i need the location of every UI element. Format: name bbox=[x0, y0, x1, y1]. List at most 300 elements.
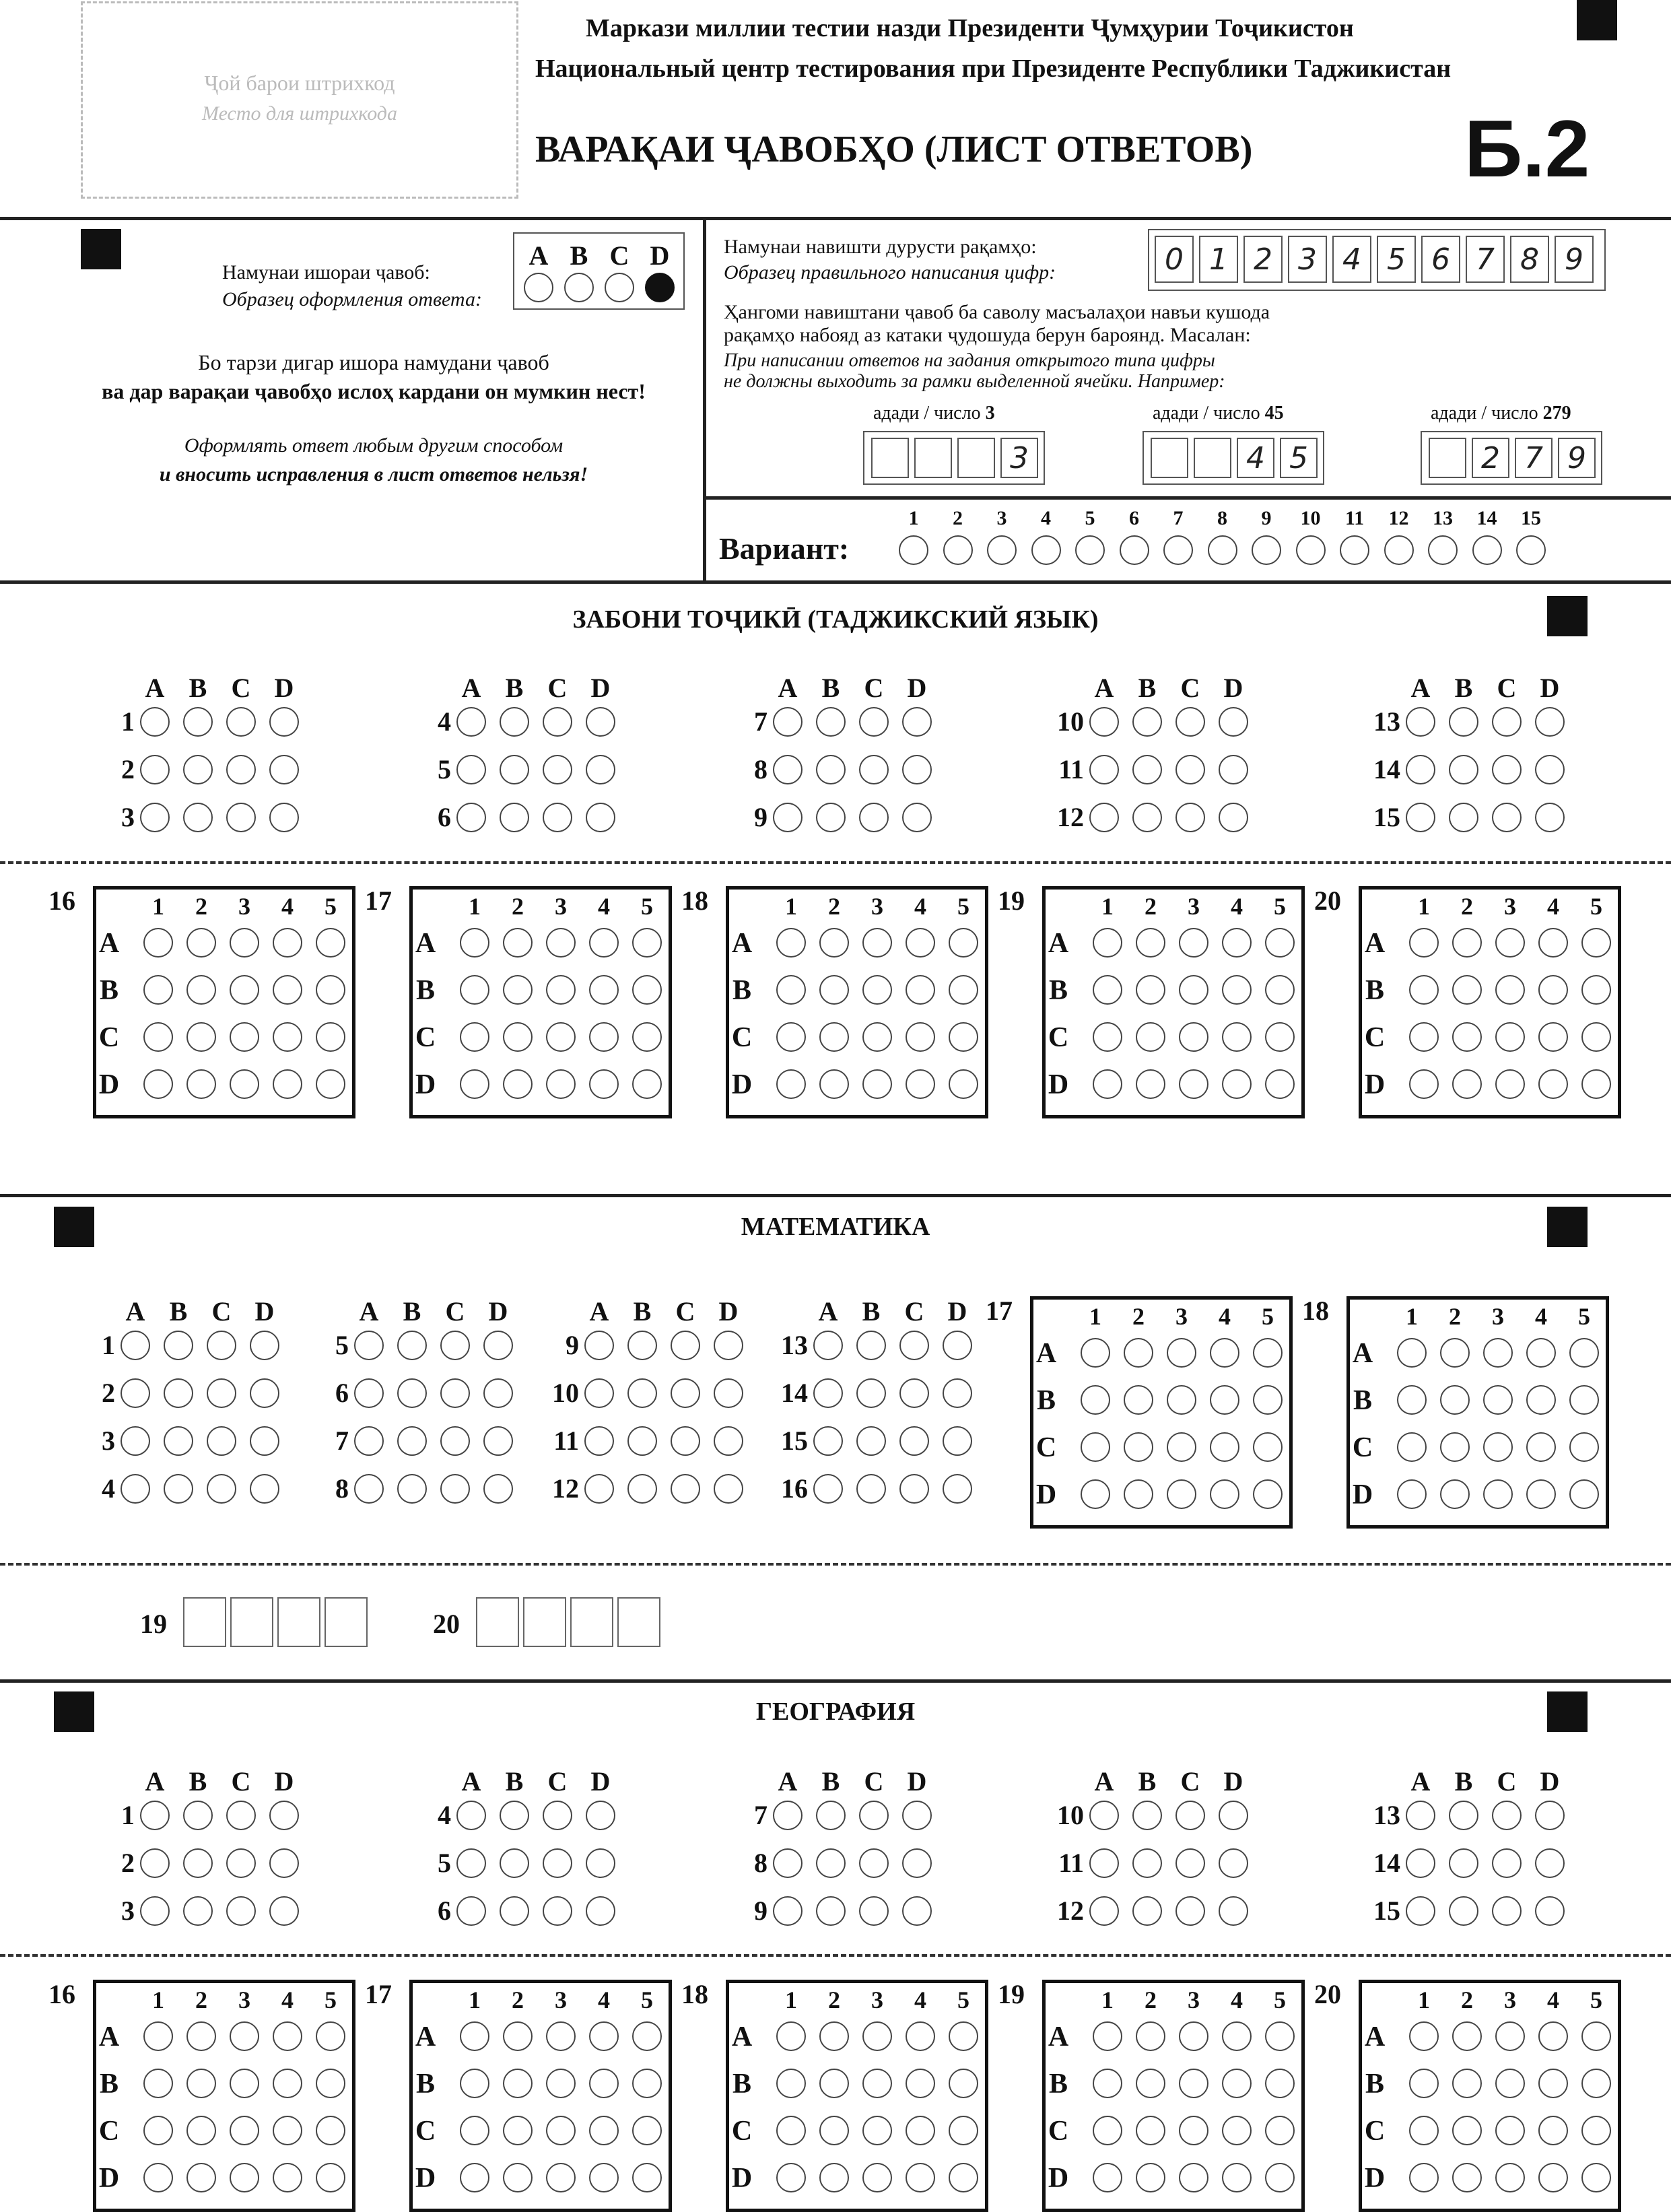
grid-bubble[interactable] bbox=[460, 1069, 489, 1099]
grid-bubble[interactable] bbox=[230, 2163, 259, 2192]
grid-bubble[interactable] bbox=[906, 975, 935, 1005]
grid-bubble[interactable] bbox=[230, 928, 259, 958]
grid-bubble[interactable] bbox=[1440, 1479, 1470, 1509]
grid-bubble[interactable] bbox=[1495, 2116, 1525, 2145]
answer-bubble[interactable] bbox=[1492, 803, 1522, 832]
grid-bubble[interactable] bbox=[949, 1069, 978, 1099]
grid-bubble[interactable] bbox=[186, 1022, 216, 1052]
grid-bubble[interactable] bbox=[776, 928, 806, 958]
answer-bubble[interactable] bbox=[1449, 755, 1478, 784]
answer-bubble[interactable] bbox=[773, 755, 803, 784]
grid-bubble[interactable] bbox=[1538, 2021, 1568, 2051]
answer-bubble[interactable] bbox=[440, 1378, 470, 1408]
grid-bubble[interactable] bbox=[503, 928, 533, 958]
grid-bubble[interactable] bbox=[546, 975, 576, 1005]
grid-bubble[interactable] bbox=[1440, 1385, 1470, 1415]
answer-bubble[interactable] bbox=[250, 1378, 279, 1408]
grid-bubble[interactable] bbox=[632, 1069, 662, 1099]
grid-bubble[interactable] bbox=[503, 2116, 533, 2145]
answer-bubble[interactable] bbox=[440, 1331, 470, 1360]
answer-bubble[interactable] bbox=[354, 1331, 384, 1360]
answer-bubble[interactable] bbox=[397, 1474, 427, 1504]
answer-bubble[interactable] bbox=[586, 1801, 615, 1830]
grid-bubble[interactable] bbox=[589, 2021, 619, 2051]
open-answer-cell[interactable] bbox=[325, 1597, 368, 1647]
variant-bubble[interactable] bbox=[1296, 535, 1326, 565]
answer-bubble[interactable] bbox=[1492, 1848, 1522, 1878]
grid-bubble[interactable] bbox=[1093, 1022, 1122, 1052]
grid-bubble[interactable] bbox=[949, 1022, 978, 1052]
answer-bubble[interactable] bbox=[1406, 1896, 1435, 1926]
grid-bubble[interactable] bbox=[186, 2163, 216, 2192]
grid-bubble[interactable] bbox=[230, 1069, 259, 1099]
grid-bubble[interactable] bbox=[1136, 2163, 1165, 2192]
grid-bubble[interactable] bbox=[1253, 1479, 1283, 1509]
answer-bubble[interactable] bbox=[164, 1331, 193, 1360]
answer-bubble[interactable] bbox=[140, 755, 170, 784]
grid-bubble[interactable] bbox=[1538, 975, 1568, 1005]
answer-bubble[interactable] bbox=[1406, 1848, 1435, 1878]
answer-bubble[interactable] bbox=[226, 1801, 256, 1830]
answer-bubble[interactable] bbox=[899, 1426, 929, 1456]
answer-bubble[interactable] bbox=[269, 1896, 299, 1926]
grid-bubble[interactable] bbox=[1581, 928, 1611, 958]
answer-bubble[interactable] bbox=[543, 1848, 572, 1878]
answer-bubble[interactable] bbox=[183, 1801, 213, 1830]
grid-bubble[interactable] bbox=[1222, 1069, 1252, 1099]
grid-bubble[interactable] bbox=[503, 975, 533, 1005]
variant-bubble[interactable] bbox=[1075, 535, 1105, 565]
grid-bubble[interactable] bbox=[1167, 1385, 1196, 1415]
answer-bubble[interactable] bbox=[1132, 707, 1162, 737]
answer-bubble[interactable] bbox=[899, 1474, 929, 1504]
answer-bubble[interactable] bbox=[816, 707, 846, 737]
grid-bubble[interactable] bbox=[546, 2021, 576, 2051]
answer-bubble[interactable] bbox=[1535, 755, 1565, 784]
answer-bubble[interactable] bbox=[627, 1426, 657, 1456]
grid-bubble[interactable] bbox=[1409, 2021, 1439, 2051]
answer-bubble[interactable] bbox=[183, 1896, 213, 1926]
variant-bubble[interactable] bbox=[1031, 535, 1061, 565]
answer-bubble[interactable] bbox=[816, 1848, 846, 1878]
answer-bubble[interactable] bbox=[943, 1426, 972, 1456]
grid-bubble[interactable] bbox=[143, 975, 173, 1005]
grid-bubble[interactable] bbox=[1265, 975, 1295, 1005]
grid-bubble[interactable] bbox=[230, 2021, 259, 2051]
answer-bubble[interactable] bbox=[586, 803, 615, 832]
grid-bubble[interactable] bbox=[1222, 928, 1252, 958]
grid-bubble[interactable] bbox=[1179, 2021, 1208, 2051]
answer-bubble[interactable] bbox=[816, 803, 846, 832]
grid-bubble[interactable] bbox=[1167, 1338, 1196, 1368]
grid-bubble[interactable] bbox=[1409, 2069, 1439, 2098]
grid-bubble[interactable] bbox=[1136, 1022, 1165, 1052]
answer-bubble[interactable] bbox=[813, 1426, 843, 1456]
grid-bubble[interactable] bbox=[316, 1022, 345, 1052]
answer-bubble[interactable] bbox=[584, 1331, 614, 1360]
grid-bubble[interactable] bbox=[273, 1022, 302, 1052]
answer-bubble[interactable] bbox=[1089, 707, 1119, 737]
grid-bubble[interactable] bbox=[1124, 1338, 1153, 1368]
answer-bubble[interactable] bbox=[397, 1331, 427, 1360]
answer-bubble[interactable] bbox=[1406, 1801, 1435, 1830]
grid-bubble[interactable] bbox=[1452, 2163, 1482, 2192]
answer-bubble[interactable] bbox=[226, 755, 256, 784]
answer-bubble[interactable] bbox=[1132, 1801, 1162, 1830]
grid-bubble[interactable] bbox=[949, 975, 978, 1005]
grid-bubble[interactable] bbox=[589, 2163, 619, 2192]
grid-bubble[interactable] bbox=[1538, 928, 1568, 958]
grid-bubble[interactable] bbox=[273, 1069, 302, 1099]
answer-bubble[interactable] bbox=[943, 1378, 972, 1408]
grid-bubble[interactable] bbox=[316, 928, 345, 958]
grid-bubble[interactable] bbox=[1526, 1385, 1556, 1415]
answer-bubble[interactable] bbox=[859, 707, 889, 737]
answer-bubble[interactable] bbox=[1089, 1848, 1119, 1878]
grid-bubble[interactable] bbox=[819, 2163, 849, 2192]
answer-bubble[interactable] bbox=[226, 803, 256, 832]
grid-bubble[interactable] bbox=[186, 928, 216, 958]
answer-bubble[interactable] bbox=[943, 1331, 972, 1360]
grid-bubble[interactable] bbox=[1222, 2021, 1252, 2051]
grid-bubble[interactable] bbox=[1495, 2163, 1525, 2192]
answer-bubble[interactable] bbox=[627, 1331, 657, 1360]
grid-bubble[interactable] bbox=[1081, 1479, 1110, 1509]
grid-bubble[interactable] bbox=[862, 2021, 892, 2051]
grid-bubble[interactable] bbox=[1409, 1069, 1439, 1099]
grid-bubble[interactable] bbox=[1483, 1338, 1513, 1368]
variant-bubble[interactable] bbox=[1472, 535, 1502, 565]
answer-bubble[interactable] bbox=[856, 1474, 886, 1504]
answer-bubble[interactable] bbox=[1406, 707, 1435, 737]
grid-bubble[interactable] bbox=[1495, 975, 1525, 1005]
answer-bubble[interactable] bbox=[671, 1474, 700, 1504]
answer-bubble[interactable] bbox=[671, 1378, 700, 1408]
grid-bubble[interactable] bbox=[186, 975, 216, 1005]
answer-bubble[interactable] bbox=[183, 803, 213, 832]
grid-bubble[interactable] bbox=[949, 928, 978, 958]
grid-bubble[interactable] bbox=[1081, 1338, 1110, 1368]
answer-bubble[interactable] bbox=[1219, 803, 1248, 832]
answer-bubble[interactable] bbox=[813, 1378, 843, 1408]
grid-bubble[interactable] bbox=[230, 2116, 259, 2145]
answer-bubble[interactable] bbox=[483, 1378, 513, 1408]
answer-bubble[interactable] bbox=[773, 1801, 803, 1830]
grid-bubble[interactable] bbox=[1483, 1432, 1513, 1462]
grid-bubble[interactable] bbox=[1397, 1385, 1427, 1415]
grid-bubble[interactable] bbox=[1179, 2116, 1208, 2145]
answer-bubble[interactable] bbox=[1449, 1848, 1478, 1878]
grid-bubble[interactable] bbox=[186, 1069, 216, 1099]
grid-bubble[interactable] bbox=[1397, 1479, 1427, 1509]
answer-bubble[interactable] bbox=[1132, 803, 1162, 832]
grid-bubble[interactable] bbox=[949, 2021, 978, 2051]
grid-bubble[interactable] bbox=[1495, 1069, 1525, 1099]
answer-bubble[interactable] bbox=[1175, 1896, 1205, 1926]
grid-bubble[interactable] bbox=[1179, 928, 1208, 958]
open-answer-cell[interactable] bbox=[476, 1597, 519, 1647]
grid-bubble[interactable] bbox=[1581, 1069, 1611, 1099]
answer-bubble[interactable] bbox=[140, 803, 170, 832]
grid-bubble[interactable] bbox=[1409, 1022, 1439, 1052]
grid-bubble[interactable] bbox=[632, 2116, 662, 2145]
answer-bubble[interactable] bbox=[250, 1331, 279, 1360]
grid-bubble[interactable] bbox=[460, 2163, 489, 2192]
grid-bubble[interactable] bbox=[1265, 2116, 1295, 2145]
variant-bubble[interactable] bbox=[1120, 535, 1149, 565]
answer-bubble[interactable] bbox=[899, 1378, 929, 1408]
grid-bubble[interactable] bbox=[1397, 1432, 1427, 1462]
grid-bubble[interactable] bbox=[1581, 2163, 1611, 2192]
answer-bubble[interactable] bbox=[500, 1801, 529, 1830]
grid-bubble[interactable] bbox=[1265, 2163, 1295, 2192]
grid-bubble[interactable] bbox=[1409, 928, 1439, 958]
grid-bubble[interactable] bbox=[906, 2021, 935, 2051]
variant-bubble[interactable] bbox=[1384, 535, 1414, 565]
grid-bubble[interactable] bbox=[862, 975, 892, 1005]
grid-bubble[interactable] bbox=[546, 2069, 576, 2098]
answer-bubble[interactable] bbox=[183, 755, 213, 784]
grid-bubble[interactable] bbox=[1440, 1338, 1470, 1368]
grid-bubble[interactable] bbox=[503, 1022, 533, 1052]
grid-bubble[interactable] bbox=[503, 2069, 533, 2098]
grid-bubble[interactable] bbox=[1167, 1432, 1196, 1462]
grid-bubble[interactable] bbox=[143, 2163, 173, 2192]
grid-bubble[interactable] bbox=[1452, 1022, 1482, 1052]
answer-bubble[interactable] bbox=[1175, 1848, 1205, 1878]
grid-bubble[interactable] bbox=[906, 2163, 935, 2192]
grid-bubble[interactable] bbox=[1581, 975, 1611, 1005]
answer-bubble[interactable] bbox=[859, 1848, 889, 1878]
grid-bubble[interactable] bbox=[1124, 1432, 1153, 1462]
grid-bubble[interactable] bbox=[776, 1022, 806, 1052]
grid-bubble[interactable] bbox=[316, 1069, 345, 1099]
answer-bubble[interactable] bbox=[140, 707, 170, 737]
answer-bubble[interactable] bbox=[250, 1474, 279, 1504]
answer-bubble[interactable] bbox=[1132, 755, 1162, 784]
grid-bubble[interactable] bbox=[589, 1022, 619, 1052]
answer-bubble[interactable] bbox=[1492, 1801, 1522, 1830]
grid-bubble[interactable] bbox=[1265, 2069, 1295, 2098]
grid-bubble[interactable] bbox=[273, 2116, 302, 2145]
grid-bubble[interactable] bbox=[503, 2021, 533, 2051]
answer-bubble[interactable] bbox=[226, 1896, 256, 1926]
answer-bubble[interactable] bbox=[902, 755, 932, 784]
grid-bubble[interactable] bbox=[1569, 1432, 1599, 1462]
grid-bubble[interactable] bbox=[1569, 1385, 1599, 1415]
grid-bubble[interactable] bbox=[316, 2021, 345, 2051]
grid-bubble[interactable] bbox=[906, 928, 935, 958]
open-answer-cell[interactable] bbox=[617, 1597, 660, 1647]
answer-bubble[interactable] bbox=[354, 1378, 384, 1408]
grid-bubble[interactable] bbox=[273, 2163, 302, 2192]
answer-bubble[interactable] bbox=[456, 1896, 486, 1926]
grid-bubble[interactable] bbox=[589, 975, 619, 1005]
answer-bubble[interactable] bbox=[902, 1896, 932, 1926]
answer-bubble[interactable] bbox=[586, 707, 615, 737]
grid-bubble[interactable] bbox=[1210, 1432, 1239, 1462]
answer-bubble[interactable] bbox=[816, 1896, 846, 1926]
grid-bubble[interactable] bbox=[1179, 2163, 1208, 2192]
grid-bubble[interactable] bbox=[1222, 2116, 1252, 2145]
grid-bubble[interactable] bbox=[1495, 2069, 1525, 2098]
grid-bubble[interactable] bbox=[316, 2163, 345, 2192]
answer-bubble[interactable] bbox=[1175, 803, 1205, 832]
grid-bubble[interactable] bbox=[1526, 1479, 1556, 1509]
grid-bubble[interactable] bbox=[862, 1069, 892, 1099]
grid-bubble[interactable] bbox=[949, 2116, 978, 2145]
answer-bubble[interactable] bbox=[121, 1378, 150, 1408]
grid-bubble[interactable] bbox=[1569, 1479, 1599, 1509]
answer-bubble[interactable] bbox=[1132, 1896, 1162, 1926]
answer-bubble[interactable] bbox=[813, 1331, 843, 1360]
answer-bubble[interactable] bbox=[140, 1801, 170, 1830]
grid-bubble[interactable] bbox=[1452, 1069, 1482, 1099]
answer-bubble[interactable] bbox=[1406, 755, 1435, 784]
open-answer-cell[interactable] bbox=[570, 1597, 613, 1647]
grid-bubble[interactable] bbox=[1265, 928, 1295, 958]
grid-bubble[interactable] bbox=[1483, 1479, 1513, 1509]
answer-bubble[interactable] bbox=[627, 1378, 657, 1408]
grid-bubble[interactable] bbox=[273, 975, 302, 1005]
answer-bubble[interactable] bbox=[500, 1896, 529, 1926]
grid-bubble[interactable] bbox=[906, 1022, 935, 1052]
answer-bubble[interactable] bbox=[1219, 755, 1248, 784]
answer-bubble[interactable] bbox=[483, 1331, 513, 1360]
open-answer-cell[interactable] bbox=[183, 1597, 226, 1647]
grid-bubble[interactable] bbox=[776, 2069, 806, 2098]
answer-bubble[interactable] bbox=[269, 1801, 299, 1830]
answer-bubble[interactable] bbox=[1089, 1896, 1119, 1926]
grid-bubble[interactable] bbox=[1538, 1069, 1568, 1099]
grid-bubble[interactable] bbox=[1093, 975, 1122, 1005]
grid-bubble[interactable] bbox=[1440, 1432, 1470, 1462]
grid-bubble[interactable] bbox=[143, 1069, 173, 1099]
grid-bubble[interactable] bbox=[1136, 928, 1165, 958]
grid-bubble[interactable] bbox=[862, 2163, 892, 2192]
grid-bubble[interactable] bbox=[819, 975, 849, 1005]
grid-bubble[interactable] bbox=[546, 1069, 576, 1099]
grid-bubble[interactable] bbox=[1397, 1338, 1427, 1368]
grid-bubble[interactable] bbox=[632, 975, 662, 1005]
grid-bubble[interactable] bbox=[546, 928, 576, 958]
grid-bubble[interactable] bbox=[949, 2069, 978, 2098]
answer-bubble[interactable] bbox=[1219, 1896, 1248, 1926]
grid-bubble[interactable] bbox=[1093, 2116, 1122, 2145]
answer-bubble[interactable] bbox=[164, 1474, 193, 1504]
grid-bubble[interactable] bbox=[460, 928, 489, 958]
grid-bubble[interactable] bbox=[819, 2116, 849, 2145]
grid-bubble[interactable] bbox=[632, 2021, 662, 2051]
answer-bubble[interactable] bbox=[1132, 1848, 1162, 1878]
grid-bubble[interactable] bbox=[1093, 2021, 1122, 2051]
grid-bubble[interactable] bbox=[1093, 2069, 1122, 2098]
variant-bubble[interactable] bbox=[1208, 535, 1237, 565]
answer-bubble[interactable] bbox=[226, 1848, 256, 1878]
grid-bubble[interactable] bbox=[1581, 2021, 1611, 2051]
answer-bubble[interactable] bbox=[902, 1848, 932, 1878]
answer-bubble[interactable] bbox=[397, 1426, 427, 1456]
grid-bubble[interactable] bbox=[1452, 2116, 1482, 2145]
answer-bubble[interactable] bbox=[543, 1801, 572, 1830]
answer-bubble[interactable] bbox=[856, 1331, 886, 1360]
answer-bubble[interactable] bbox=[856, 1378, 886, 1408]
answer-bubble[interactable] bbox=[164, 1426, 193, 1456]
grid-bubble[interactable] bbox=[1569, 1338, 1599, 1368]
grid-bubble[interactable] bbox=[1222, 2163, 1252, 2192]
answer-bubble[interactable] bbox=[269, 707, 299, 737]
answer-bubble[interactable] bbox=[456, 755, 486, 784]
grid-bubble[interactable] bbox=[1210, 1479, 1239, 1509]
answer-bubble[interactable] bbox=[584, 1426, 614, 1456]
answer-bubble[interactable] bbox=[1535, 1896, 1565, 1926]
grid-bubble[interactable] bbox=[819, 2021, 849, 2051]
grid-bubble[interactable] bbox=[1409, 975, 1439, 1005]
answer-bubble[interactable] bbox=[121, 1474, 150, 1504]
grid-bubble[interactable] bbox=[1136, 2021, 1165, 2051]
grid-bubble[interactable] bbox=[1253, 1432, 1283, 1462]
grid-bubble[interactable] bbox=[1265, 1069, 1295, 1099]
grid-bubble[interactable] bbox=[1265, 1022, 1295, 1052]
answer-bubble[interactable] bbox=[183, 1848, 213, 1878]
grid-bubble[interactable] bbox=[1581, 2116, 1611, 2145]
answer-bubble[interactable] bbox=[1492, 755, 1522, 784]
variant-bubble[interactable] bbox=[1252, 535, 1281, 565]
answer-bubble[interactable] bbox=[440, 1426, 470, 1456]
answer-bubble[interactable] bbox=[1219, 1801, 1248, 1830]
variant-bubble[interactable] bbox=[987, 535, 1017, 565]
grid-bubble[interactable] bbox=[776, 2163, 806, 2192]
grid-bubble[interactable] bbox=[1081, 1432, 1110, 1462]
answer-bubble[interactable] bbox=[856, 1426, 886, 1456]
answer-bubble[interactable] bbox=[773, 1848, 803, 1878]
grid-bubble[interactable] bbox=[503, 1069, 533, 1099]
grid-bubble[interactable] bbox=[230, 2069, 259, 2098]
grid-bubble[interactable] bbox=[1124, 1479, 1153, 1509]
answer-bubble[interactable] bbox=[397, 1378, 427, 1408]
answer-bubble[interactable] bbox=[207, 1378, 236, 1408]
answer-bubble[interactable] bbox=[1492, 1896, 1522, 1926]
answer-bubble[interactable] bbox=[121, 1426, 150, 1456]
answer-bubble[interactable] bbox=[773, 803, 803, 832]
grid-bubble[interactable] bbox=[906, 2116, 935, 2145]
answer-bubble[interactable] bbox=[899, 1331, 929, 1360]
answer-bubble[interactable] bbox=[456, 1848, 486, 1878]
answer-bubble[interactable] bbox=[456, 803, 486, 832]
grid-bubble[interactable] bbox=[1495, 2021, 1525, 2051]
answer-bubble[interactable] bbox=[140, 1896, 170, 1926]
answer-bubble[interactable] bbox=[1449, 1896, 1478, 1926]
grid-bubble[interactable] bbox=[776, 2021, 806, 2051]
answer-bubble[interactable] bbox=[586, 755, 615, 784]
answer-bubble[interactable] bbox=[269, 1848, 299, 1878]
answer-bubble[interactable] bbox=[500, 1848, 529, 1878]
grid-bubble[interactable] bbox=[1409, 2116, 1439, 2145]
grid-bubble[interactable] bbox=[862, 2069, 892, 2098]
grid-bubble[interactable] bbox=[1452, 928, 1482, 958]
answer-bubble[interactable] bbox=[1219, 707, 1248, 737]
answer-bubble[interactable] bbox=[226, 707, 256, 737]
grid-bubble[interactable] bbox=[1452, 975, 1482, 1005]
grid-bubble[interactable] bbox=[632, 2163, 662, 2192]
grid-bubble[interactable] bbox=[819, 1069, 849, 1099]
grid-bubble[interactable] bbox=[273, 2069, 302, 2098]
answer-bubble[interactable] bbox=[483, 1426, 513, 1456]
answer-bubble[interactable] bbox=[543, 755, 572, 784]
open-answer-cell[interactable] bbox=[277, 1597, 320, 1647]
answer-bubble[interactable] bbox=[121, 1331, 150, 1360]
answer-bubble[interactable] bbox=[859, 1801, 889, 1830]
